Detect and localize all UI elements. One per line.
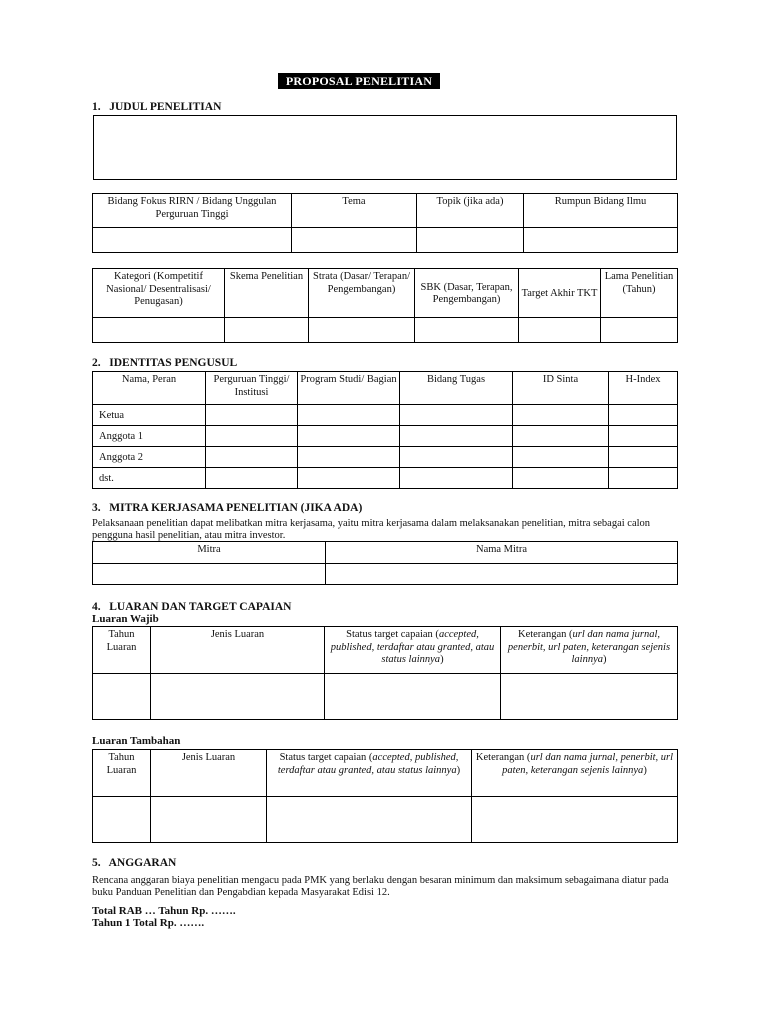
page-title: PROPOSAL PENELITIAN bbox=[278, 73, 440, 89]
section-judul-heading: 1. JUDUL PENELITIAN bbox=[92, 101, 222, 113]
judul-input-box[interactable] bbox=[93, 115, 677, 180]
header-lama: Lama Penelitian (Tahun) bbox=[601, 269, 678, 318]
row-label-ketua: Ketua bbox=[93, 405, 206, 426]
total-rab: Total RAB … Tahun Rp. ……. bbox=[92, 905, 236, 917]
header-tema: Tema bbox=[292, 194, 417, 228]
mitra-paragraph: Pelaksanaan penelitian dapat melibatkan mitra kerjasama, yaitu mitra kerjasama dalam melaksanakan penelitian, mitra sebagai calon pengguna hasil penelitian, atau mitra investor. bbox=[92, 518, 651, 541]
table-cell[interactable] bbox=[513, 405, 609, 426]
table-cell[interactable] bbox=[513, 426, 609, 447]
header-tahun-luaran: Tahun Luaran bbox=[93, 750, 151, 797]
identitas-table bbox=[92, 371, 678, 489]
section-luaran-heading: 4. LUARAN DAN TARGET CAPAIAN bbox=[92, 601, 292, 613]
cell-kategori[interactable] bbox=[93, 318, 225, 343]
table-cell[interactable] bbox=[206, 468, 298, 489]
table-cell[interactable] bbox=[325, 674, 501, 720]
header-strata: Strata (Dasar/ Terapan/ Pengembangan) bbox=[309, 269, 415, 318]
kategori-table bbox=[92, 268, 678, 343]
table-cell[interactable] bbox=[206, 426, 298, 447]
row-label-anggota-1: Anggota 1 bbox=[93, 426, 206, 447]
luaran-wajib-label: Luaran Wajib bbox=[92, 613, 159, 625]
header-status-target: Status target capaian (accepted, published, terdaftar atau granted, atau status lainnya) bbox=[267, 750, 472, 797]
header-kategori: Kategori (Kompetitif Nasional/ Desentralisasi/ Penugasan) bbox=[93, 269, 225, 318]
header-perguruan: Perguruan Tinggi/ Institusi bbox=[206, 372, 298, 405]
header-h-index: H-Index bbox=[609, 372, 678, 405]
header-bidang-fokus: Bidang Fokus RIRN / Bidang Unggulan Perguruan Tinggi bbox=[93, 194, 292, 228]
header-tahun-luaran: Tahun Luaran bbox=[93, 627, 151, 674]
table-cell[interactable] bbox=[513, 468, 609, 489]
header-target-tkt: Target Akhir TKT bbox=[519, 269, 601, 318]
table-cell[interactable] bbox=[206, 447, 298, 468]
row-label-dst: dst. bbox=[93, 468, 206, 489]
luaran-tambahan-label: Luaran Tambahan bbox=[92, 735, 181, 747]
table-cell[interactable] bbox=[206, 405, 298, 426]
header-skema: Skema Penelitian bbox=[225, 269, 309, 318]
header-topik: Topik (jika ada) bbox=[417, 194, 524, 228]
cell-nama-mitra[interactable] bbox=[326, 564, 678, 585]
header-id-sinta: ID Sinta bbox=[513, 372, 609, 405]
table-cell[interactable] bbox=[298, 426, 400, 447]
table-cell[interactable] bbox=[513, 447, 609, 468]
table-cell[interactable] bbox=[400, 405, 513, 426]
header-program-studi: Program Studi/ Bagian bbox=[298, 372, 400, 405]
header-jenis-luaran: Jenis Luaran bbox=[151, 627, 325, 674]
cell-mitra[interactable] bbox=[93, 564, 326, 585]
section-anggaran-heading: 5. ANGGARAN bbox=[92, 857, 177, 869]
table-cell[interactable] bbox=[93, 674, 151, 720]
table-cell[interactable] bbox=[298, 468, 400, 489]
section-mitra-heading: 3. MITRA KERJASAMA PENELITIAN (JIKA ADA) bbox=[92, 502, 363, 514]
section-identitas-heading: 2. IDENTITAS PENGUSUL bbox=[92, 357, 238, 369]
header-rumpun: Rumpun Bidang Ilmu bbox=[524, 194, 678, 228]
table-cell[interactable] bbox=[400, 468, 513, 489]
header-nama-peran: Nama, Peran bbox=[93, 372, 206, 405]
cell-sbk[interactable] bbox=[415, 318, 519, 343]
table-cell[interactable] bbox=[267, 797, 472, 843]
luaran-tambahan-table bbox=[92, 749, 678, 843]
header-keterangan: Keterangan (url dan nama jurnal, penerbit, url paten, keterangan sejenis lainnya) bbox=[472, 750, 678, 797]
table-cell[interactable] bbox=[400, 447, 513, 468]
header-bidang-tugas: Bidang Tugas bbox=[400, 372, 513, 405]
header-sbk: SBK (Dasar, Terapan, Pengembangan) bbox=[415, 269, 519, 318]
table-cell[interactable] bbox=[472, 797, 678, 843]
mitra-table bbox=[92, 541, 678, 585]
table-cell[interactable] bbox=[609, 468, 678, 489]
table-cell[interactable] bbox=[298, 447, 400, 468]
cell-bidang-fokus[interactable] bbox=[93, 228, 292, 253]
header-nama-mitra: Nama Mitra bbox=[326, 542, 678, 564]
table-cell[interactable] bbox=[151, 797, 267, 843]
header-mitra: Mitra bbox=[93, 542, 326, 564]
header-status-target: Status target capaian (accepted, published, terdaftar atau granted, atau status lainnya) bbox=[325, 627, 501, 674]
cell-lama[interactable] bbox=[601, 318, 678, 343]
table-cell[interactable] bbox=[298, 405, 400, 426]
cell-skema[interactable] bbox=[225, 318, 309, 343]
table-cell[interactable] bbox=[609, 405, 678, 426]
table-cell[interactable] bbox=[609, 426, 678, 447]
row-label-anggota-2: Anggota 2 bbox=[93, 447, 206, 468]
table-cell[interactable] bbox=[501, 674, 678, 720]
header-keterangan: Keterangan (url dan nama jurnal, penerbit, url paten, keterangan sejenis lainnya) bbox=[501, 627, 678, 674]
table-cell[interactable] bbox=[151, 674, 325, 720]
tahun1-total: Tahun 1 Total Rp. ……. bbox=[92, 917, 205, 929]
cell-topik[interactable] bbox=[417, 228, 524, 253]
cell-strata[interactable] bbox=[309, 318, 415, 343]
table-cell[interactable] bbox=[400, 426, 513, 447]
cell-tema[interactable] bbox=[292, 228, 417, 253]
bidang-table bbox=[92, 193, 678, 253]
luaran-wajib-table bbox=[92, 626, 678, 720]
cell-target-tkt[interactable] bbox=[519, 318, 601, 343]
table-cell[interactable] bbox=[93, 797, 151, 843]
anggaran-paragraph: Rencana anggaran biaya penelitian mengacu pada PMK yang berlaku dengan besaran minimum dan maksimum sebagaimana diatur pada buku Panduan Penelitian dan Pengabdian kepada Masyarakat Edisi 12. bbox=[92, 875, 669, 898]
header-jenis-luaran: Jenis Luaran bbox=[151, 750, 267, 797]
cell-rumpun[interactable] bbox=[524, 228, 678, 253]
table-cell[interactable] bbox=[609, 447, 678, 468]
